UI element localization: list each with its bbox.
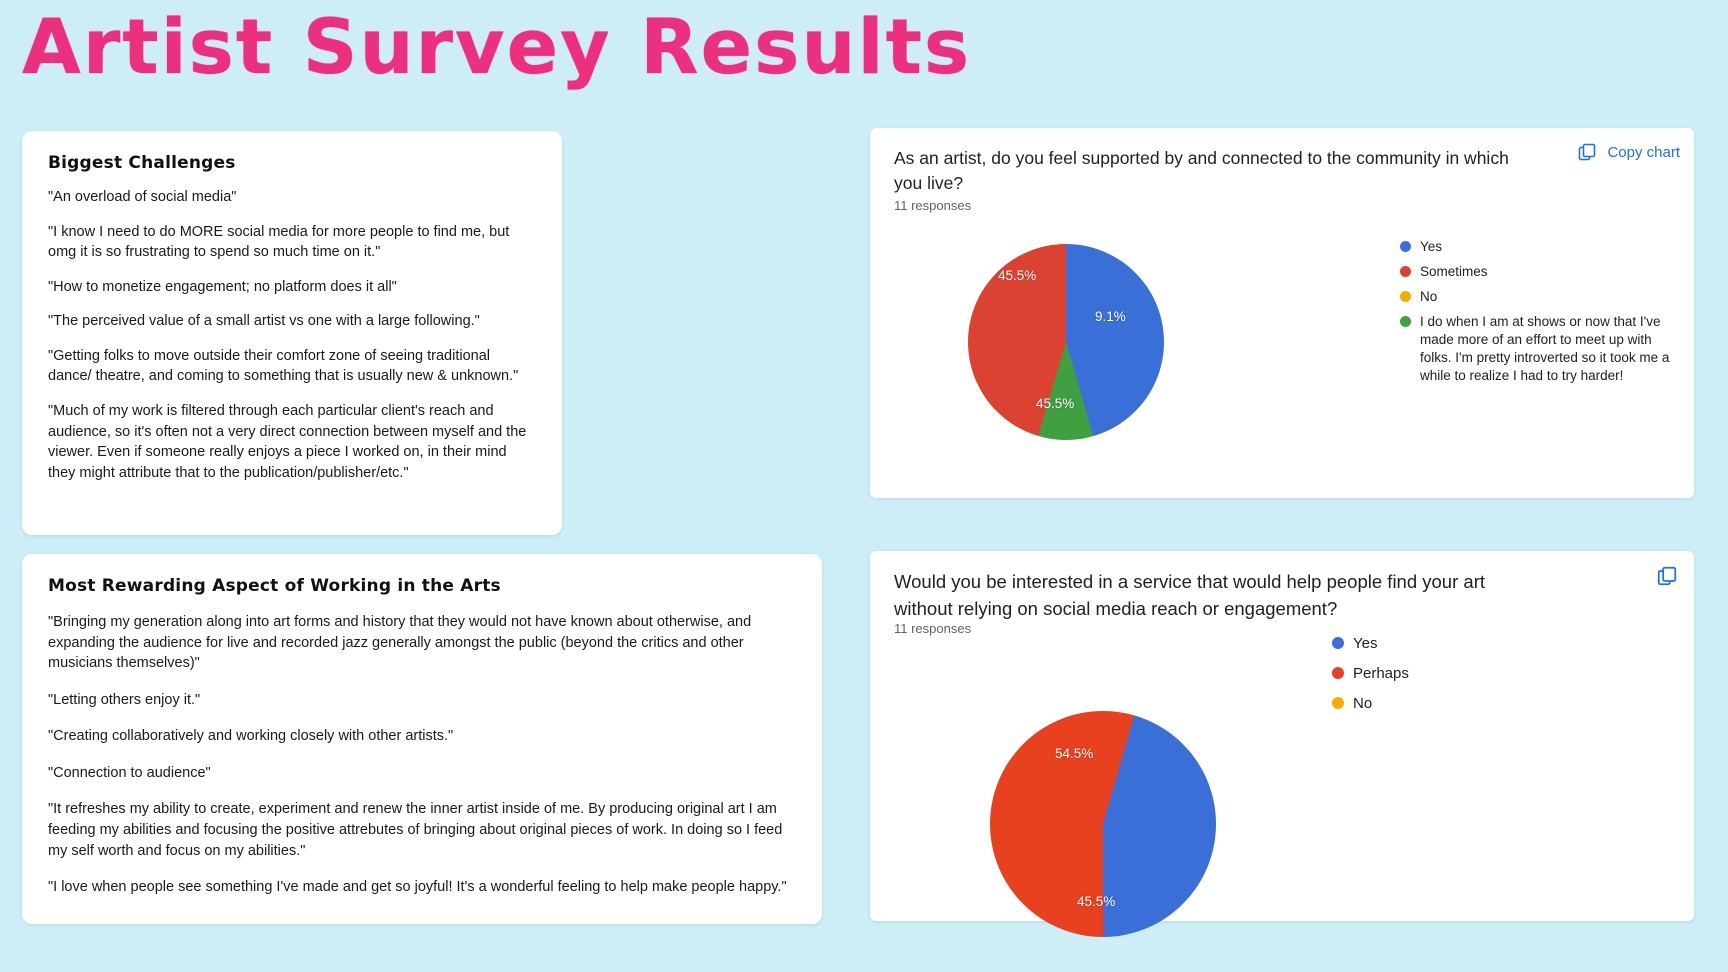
copy-chart-label: Copy chart	[1607, 143, 1680, 161]
copy-chart-button[interactable]	[1577, 142, 1680, 162]
pie-slice-label: 9.1%	[1095, 309, 1126, 324]
quote-item: "Letting others enjoy it."	[48, 691, 201, 708]
legend-label: Perhaps	[1353, 664, 1409, 682]
legend-item	[1332, 634, 1409, 654]
quote-item: "Creating collaboratively and working closely with other artists."	[48, 728, 454, 745]
quote-item: "Connection to audience"	[48, 764, 211, 781]
legend-item	[1400, 313, 1670, 385]
legend-label: No	[1353, 694, 1373, 712]
legend-item	[1332, 664, 1409, 684]
pie-slice-label: 54.5%	[1055, 746, 1094, 761]
legend-swatch-icon	[1332, 637, 1344, 649]
legend-swatch-icon	[1332, 667, 1344, 679]
legend-item	[1400, 288, 1670, 306]
chart-legend	[1400, 238, 1670, 392]
chart-card-service-interest	[870, 551, 1694, 921]
legend-item	[1400, 238, 1670, 256]
chart-question: Would you be interested in a service that would help people find your art without relying on social media reach or engagement?	[894, 571, 1485, 619]
chart-response-count: 11 responses	[894, 621, 972, 636]
legend-swatch-icon	[1400, 316, 1411, 327]
legend-swatch-icon	[1400, 291, 1411, 302]
quote-item: "Much of my work is filtered through each particular client's reach and audience, so it's often not a very direct connection between myself and the viewer. Even if someone really enjoys a piece I worked on, in their mind they might attribute that to the publication/publisher/etc."	[48, 403, 527, 481]
rewarding-heading: Most Rewarding Aspect of Working in the Arts	[48, 576, 501, 596]
quote-item: "How to monetize engagement; no platform does it all"	[48, 278, 397, 295]
quote-item: "I know I need to do MORE social media for more people to find me, but omg it is so frustrating to spend so much time on it."	[48, 223, 510, 261]
legend-swatch-icon	[1332, 697, 1344, 709]
legend-swatch-icon	[1400, 266, 1411, 277]
chart-response-count: 11 responses	[894, 198, 972, 213]
legend-label: Yes	[1353, 635, 1378, 652]
quote-item: "An overload of social media"	[48, 189, 237, 205]
quote-item: "The perceived value of a small artist vs one with a large following."	[48, 313, 480, 330]
legend-label: No	[1420, 288, 1438, 304]
quote-item: "It refreshes my ability to create, experiment and renew the inner artist inside of me. By producing original art I am feeding my abilities and focusing the positive attrebutes of bringing about original pieces of work. In doing so I feed my self worth and focus on my abilities."	[48, 801, 783, 859]
pie-slice-label: 45.5%	[1036, 396, 1075, 411]
pie-slice-label: 45.5%	[1077, 894, 1116, 909]
legend-item	[1332, 694, 1409, 714]
challenges-heading: Biggest Challenges	[48, 153, 236, 173]
copy-chart-button[interactable]	[1656, 565, 1676, 585]
chart-card-community	[870, 128, 1694, 498]
legend-item	[1400, 263, 1670, 281]
chart-question: As an artist, do you feel supported by and connected to the community in which you live?	[894, 148, 1509, 194]
chart-legend	[1332, 634, 1409, 721]
quote-item: "Bringing my generation along into art forms and history that they would not have known about otherwise, and expanding the audience for live and recorded jazz generally amongst the public (beyond the critics and other musicians themselves)"	[48, 614, 752, 672]
copy-icon	[1656, 565, 1676, 585]
quote-item: "I love when people see something I've made and get so joyful! It's a wonderful feeling to help make people happy."	[48, 879, 787, 896]
rewarding-card	[22, 554, 822, 924]
copy-icon	[1577, 142, 1597, 162]
legend-label: Sometimes	[1420, 263, 1488, 279]
page-title: Artist Survey Results	[22, 2, 972, 91]
legend-label: I do when I am at shows or now that I've made more of an effort to meet up with folks. I'm pretty introverted so it took me a while to realize I had to try harder!	[1420, 313, 1670, 383]
legend-label: Yes	[1420, 239, 1443, 254]
challenges-card	[22, 131, 562, 535]
pie-slice-label: 45.5%	[998, 268, 1037, 283]
quote-item: "Getting folks to move outside their comfort zone of seeing traditional dance/ theatre, and coming to something that is usually new & unknown."	[48, 347, 519, 385]
legend-swatch-icon	[1400, 241, 1411, 252]
